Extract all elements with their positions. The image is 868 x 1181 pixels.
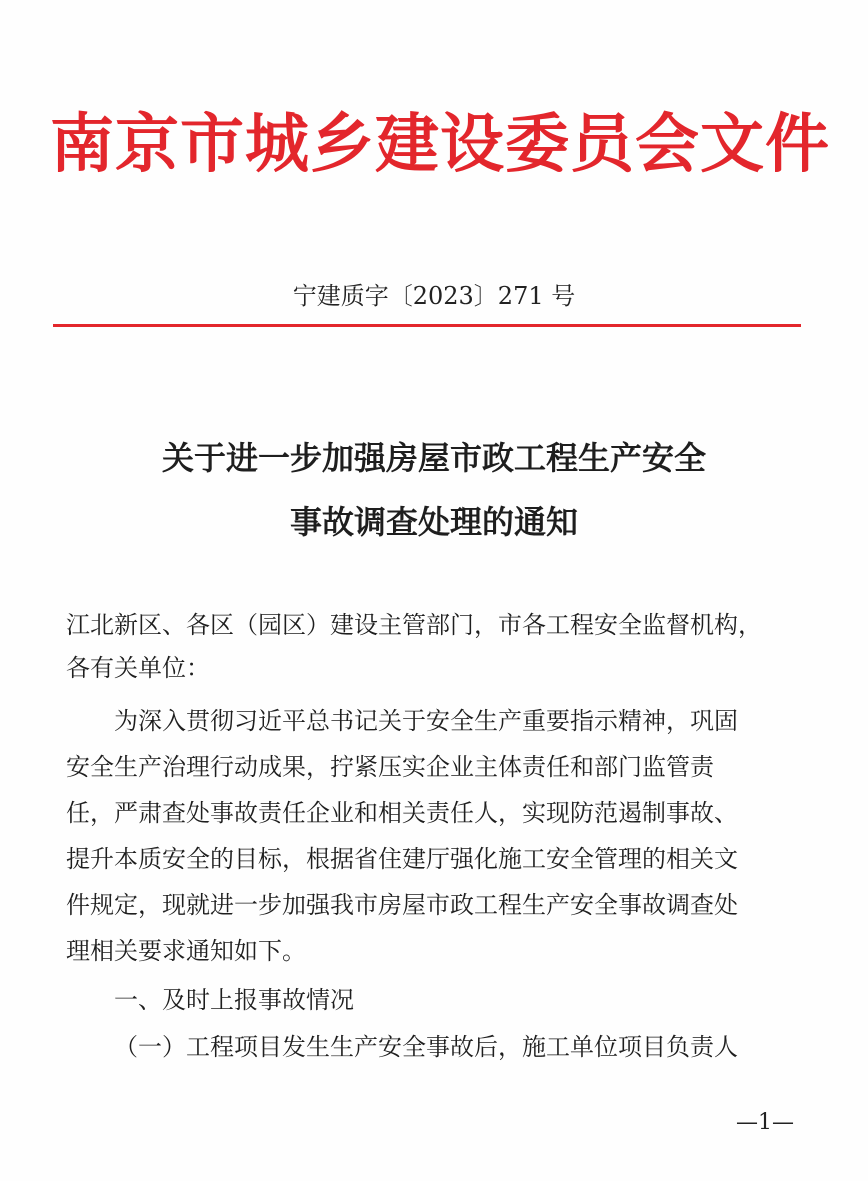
paragraph-line: 件规定，现就进一步加强我市房屋市政工程生产安全事故调查处	[66, 891, 738, 919]
addressee-line-2: 各有关单位：	[66, 654, 210, 682]
paragraph-line: 理相关要求通知如下。	[66, 937, 306, 965]
paragraph-line: 提升本质安全的目标，根据省住建厅强化施工安全管理的相关文	[66, 845, 738, 873]
document-masthead: 南京市城乡建设委员会文件	[50, 107, 830, 182]
document-number: 宁建质字〔2023〕271 号	[292, 282, 576, 310]
paragraph-line: 为深入贯彻习近平总书记关于安全生产重要指示精神，巩固	[114, 707, 738, 735]
addressee-line-1: 江北新区、各区（园区）建设主管部门，市各工程安全监督机构，	[66, 611, 762, 639]
page-number: —1—	[736, 1110, 794, 1135]
paragraph-line: 安全生产治理行动成果，拧紧压实企业主体责任和部门监管责	[66, 753, 714, 781]
red-separator-line	[53, 324, 801, 327]
document-title-line-2: 事故调查处理的通知	[289, 503, 578, 541]
section-heading: 一、及时上报事故情况	[114, 986, 354, 1014]
section-item: （一）工程项目发生生产安全事故后，施工单位项目负责人	[114, 1033, 738, 1061]
document-title-line-1: 关于进一步加强房屋市政工程生产安全	[161, 439, 706, 477]
paragraph-line: 任，严肃查处事故责任企业和相关责任人，实现防范遏制事故、	[66, 799, 738, 827]
